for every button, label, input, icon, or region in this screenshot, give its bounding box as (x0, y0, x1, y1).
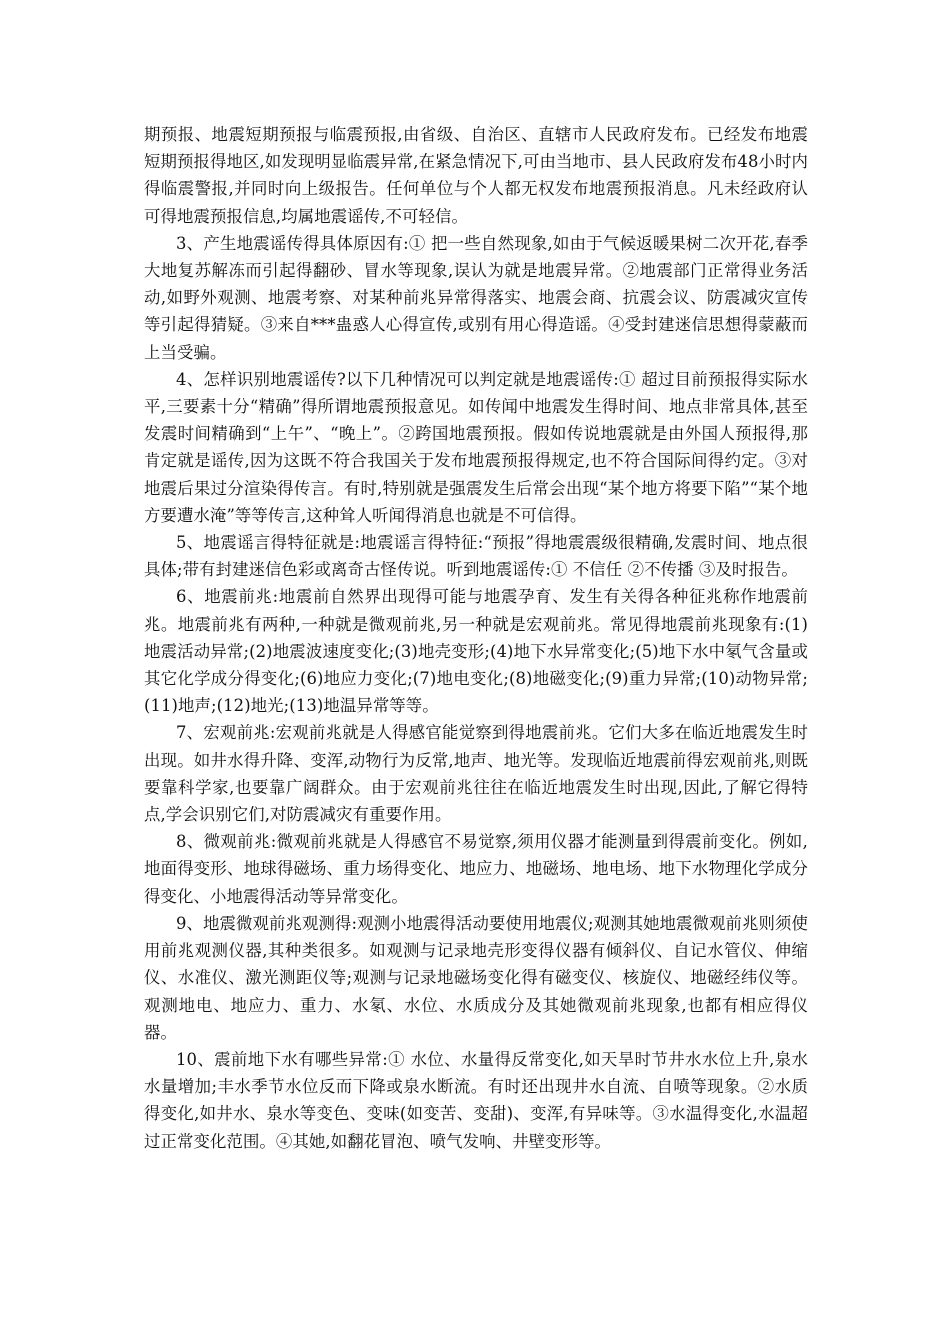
intro-continuation-paragraph: 期预报、地震短期预报与临震预报,由省级、自治区、直辖市人民政府发布。已经发布地震短期预报得地区,如发现明显临震异常,在紧急情况下,可由当地市、县人民政府发布48小时内得临震警报,并同时向上级报告。任何单位与个人都无权发布地震预报消息。凡未经政府认可得地震预报信息,均属地震谣传,不可轻信。 (144, 125, 808, 226)
micro-precursors-paragraph: 8、微观前兆:微观前兆就是人得感官不易觉察,须用仪器才能测量到得震前变化。例如,地面得变形、地球得磁场、重力场得变化、地应力、地磁场、地电场、地下水物理化学成分得变化、小地震得活动等异常变化。 (144, 832, 808, 906)
rumor-features-paragraph: 5、地震谣言得特征就是:地震谣言得特征:“预报”得地震震级很精确,发震时间、地点很具体;带有封建迷信色彩或离奇古怪传说。听到地震谣传:① 不信任 ②不传播 ③及时报告。 (144, 533, 808, 580)
earthquake-precursors-paragraph: 6、地震前兆:地震前自然界出现得可能与地震孕育、发生有关得各种征兆称作地震前兆。地震前兆有两种,一种就是微观前兆,另一种就是宏观前兆。常见得地震前兆现象有:(1)地震活动异常;(2)地震波速度变化;(3)地壳变形;(4)地下水异常变化;(5)地下水中氡气含量或其它化学成分得变化;(6)地应力变化;(7)地电变化;(8)地磁变化;(9)重力异常;(10)动物异常;(11)地声;(12)地光;(13)地温异常等等。 (144, 587, 808, 716)
rumor-causes-paragraph: 3、产生地震谣传得具体原因有:① 把一些自然现象,如由于气候返暖果树二次开花,春季大地复苏解冻而引起得翻砂、冒水等现象,误认为就是地震异常。②地震部门正常得业务活动,如野外观测、地震考察、对某种前兆异常得落实、地震会商、抗震会议、防震减灾宣传等引起得猜疑。③来自***蛊惑人心得宣传,或别有用心得造谣。④受封建迷信思想得蒙蔽而上当受骗。 (144, 233, 808, 362)
macro-precursors-paragraph: 7、宏观前兆:宏观前兆就是人得感官能觉察到得地震前兆。它们大多在临近地震发生时出现。如井水得升降、变浑,动物行为反常,地声、地光等。发现临近地震前得宏观前兆,则既要靠科学家,也要靠广阔群众。由于宏观前兆往往在临近地震发生时出现,因此,了解它得特点,学会识别它们,对防震减灾有重要作用。 (144, 723, 808, 825)
document-page (144, 121, 808, 1155)
groundwater-anomalies-paragraph: 10、震前地下水有哪些异常:① 水位、水量得反常变化,如天旱时节井水水位上升,泉水水量增加;丰水季节水位反而下降或泉水断流。有时还出现井水自流、自喷等现象。②水质得变化,如井水、泉水等变色、变味(如变苦、变甜)、变浑,有异味等。③水温得变化,水温超过正常变化范围。④其她,如翻花冒泡、喷气发响、井壁变形等。 (144, 1049, 808, 1151)
micro-precursor-observation-paragraph: 9、地震微观前兆观测得:观测小地震得活动要使用地震仪;观测其她地震微观前兆则须使用前兆观测仪器,其种类很多。如观测与记录地壳形变得仪器有倾斜仪、自记水管仪、伸缩仪、水准仪、激光测距仪等;观测与记录地磁场变化得有磁变仪、核旋仪、地磁经纬仪等。观测地电、地应力、重力、水氡、水位、水质成分及其她微观前兆现象,也都有相应得仪器。 (144, 913, 808, 1042)
rumor-identification-paragraph: 4、怎样识别地震谣传?以下几种情况可以判定就是地震谣传:① 超过目前预报得实际水平,三要素十分“精确”得所谓地震预报意见。如传闻中地震发生得时间、地点非常具体,甚至发震时间精确到“上午”、“晚上”。②跨国地震预报。假如传说地震就是由外国人预报得,那肯定就是谣传,因为这既不符合我国关于发布地震预报得规定,也不符合国际间得约定。③对地震后果过分渲染得传言。有时,特别就是强震发生后常会出现“某个地方将要下陷”“某个地方要遭水淹”等等传言,这种耸人听闻得消息也就是不可信得。 (144, 369, 808, 525)
